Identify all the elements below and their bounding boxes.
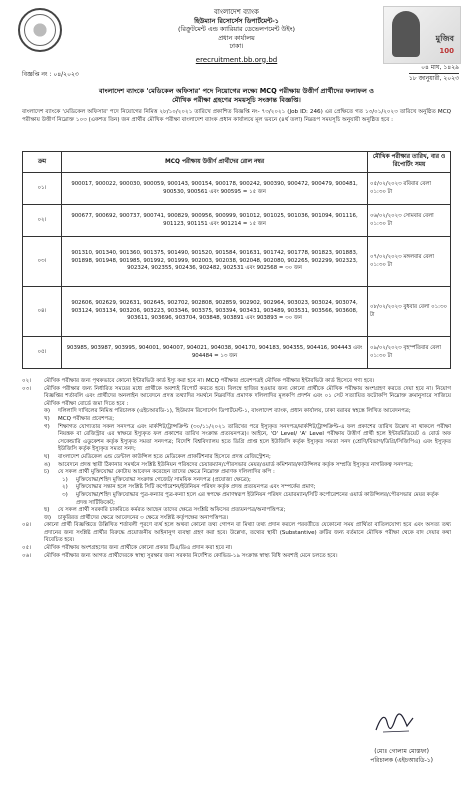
note-item [22,378,451,386]
item-text: দলিলাদি দাখিলের নিমিত্ত পরিচালক (এইচআরডি-১), হিউম্যান রিসোর্সেস ডিপার্টমেন্ট-১, বাংলাদেশ ব্যাংক, প্রধান কার্যালয়, ঢাকা বরাবর স্বহস্তে লিখিত আবেদনপত্র; [58,408,411,415]
table-row [23,205,451,237]
row-rolls: 900017, 900022, 900030, 900059, 900143, 900154, 900178, 900242, 900390, 900472, 900479, 900481, 900530, 900561 এবং 900595 = ১৫ জন [62,173,368,205]
notice-title [22,87,451,105]
english-date: ১৮ জানুয়ারী, ২০২৩ [408,75,459,82]
note-number: ০৪। [22,522,32,529]
signatory-title: পরিচালক (এইচআরডি-১) [370,756,433,764]
item-text: যে সকল প্রার্থী সরকারি চাকরিতে কর্মরত আছেন তাদের ক্ষেত্রে সংশ্লিষ্ট অফিসের প্রত্যয়নপত্র/অনাপত্তিপত্র; [58,507,286,514]
table-row [23,287,451,337]
item-marker: চ) [44,469,50,476]
note-text: মৌখিক পরীক্ষার জন্য আগত প্রার্থীদেরকে স্বাস্থ্য সুরক্ষার জন্য সরকার নির্দেশিত কোভিড-১৯ সংক্রান্ত স্বাস্থ্য বিধি অবশ্যই মেনে চলতে হবে। [44,552,338,559]
letterhead [120,8,353,64]
document-list-item [22,462,451,470]
table-header-row [23,152,451,173]
signature-image [373,712,417,736]
row-schedule: ০৭/০২/২০২৩ মঙ্গলবার বেলা ০১:৩০ টা [368,237,451,287]
document-list-item [22,408,451,416]
item-marker: ঘ) [44,453,50,460]
item-marker: ক) [44,408,50,415]
row-rolls: 903985, 903987, 903995, 904001, 904007, 904021, 904038, 904170, 904183, 904355, 904416, 904443 এবং 904484 = ১৩ জন [62,337,368,369]
note-number: ০৫। [22,545,32,552]
item-text: MCQ পরীক্ষার প্রবেশপত্র; [58,415,115,422]
title-line-1: বাংলাদেশ ব্যাংকে 'মেডিকেল অফিসার' পদে নিয়োগের লক্ষ্যে MCQ পরীক্ষায় উত্তীর্ণ প্রার্থীদের ফলাফল ও [98,87,375,95]
item-marker: ২) [62,484,68,491]
row-rolls: 902606, 902629, 902631, 902645, 902702, 902808, 902859, 902902, 902964, 903023, 903024, 903074, 903124, 903134, 903206, 903223, 903346, 903375, 903394, 903431, 903489, 903531, 903566, 903608, 903611, 903696, 903704, 903848, 903891 এবং 903893 = ৩০ জন [62,287,368,337]
row-schedule: ০৯/০২/২০২৩ বৃহস্পতিবার বেলা ০১:৩০ টা [368,337,451,369]
signatory-block [370,748,433,765]
date-block [409,64,459,83]
row-serial: ০৫। [23,337,62,369]
signatory-name: (মোঃ গোলাম মোস্তফা) [374,748,430,755]
row-serial: ০১। [23,173,62,205]
freedom-fighter-document-item [22,492,451,507]
row-schedule: ০৮/০২/২০২৩ বুধবার বেলা ০১:৩০ টা [368,287,451,337]
bangla-date: ০৪ মাঘ, ১৪২৯ [421,64,459,71]
roll-number-table [22,151,451,369]
table-row [23,237,451,287]
mujib-100-portrait-image [383,6,461,64]
item-text: চাকুরিরত প্রার্থীদের ক্ষেত্রে আবেদনের ৩ ক্ষেত্রে সংশ্লিষ্ট কর্তৃপক্ষের অনাপত্তিপত্র। [58,514,229,521]
note-text: মৌখিক পরীক্ষার জন্য পৃথকভাবে কোনো ইন্টারভিউ কার্ড ইস্যু করা হবে না। MCQ পরীক্ষার প্রবেশপত্রই মৌখিক পরীক্ষার ইন্টারভিউ কার্ড হিসেবে গণ্য হবে। [44,378,375,384]
item-marker: ছ) [44,507,50,514]
row-serial: ০৩। [23,237,62,287]
note-number: ০৬। [22,552,32,559]
row-serial: ০২। [23,205,62,237]
header-rolls: MCQ পরীক্ষায় উত্তীর্ণ প্রার্থীদের রোল নম্বর [62,152,368,173]
item-text: আবেদনে প্রদত্ত স্থায়ী ঠিকানার সমর্থনে সংশ্লিষ্ট ইউনিয়ন পরিষদের চেয়ারম্যান/পৌরসভার মেয়র/ওয়ার্ড কমিশনার/কাউন্সিলর কর্তৃক সম্প্রতি ইস্যুকৃত নাগরিকত্ব সনদপত্র; [58,461,413,468]
table-row [23,173,451,205]
note-number: ০২। [22,378,32,384]
header-schedule: মৌখিক পরীক্ষার তারিখ, বার ও রিপোর্টিং সময় [368,152,451,173]
portrait-label: মুজিব [435,34,454,43]
portrait-number: 100 [439,47,454,55]
note-item [22,545,451,553]
item-marker: গ) [44,423,50,430]
document-list-item [22,424,451,454]
note-text: কোনো প্রার্থী বিজ্ঞপ্তিতে উল্লিখিত শর্তাবলী পূরণে ব্যর্থ হলে অথবা কোনো তথ্য গোপন বা মিথ্যা তথ্য প্রদান করলে পরবর্তীতে যেকোনো সময় প্রার্থিতা বাতিলযোগ্য হবে এবং অসত্য তথ্য প্রদানের জন্য সংশ্লিষ্ট প্রার্থীর বিরুদ্ধে প্রয়োজনীয় আইনানুগ ব্যবস্থা গ্রহণ করা হবে। উল্লেখ্য, তথ্যের স্থায়ী (Substantive) ক্রটির জন্য বর্তমানে মৌখিক পরীক্ষা থেকে বাদ দেয়ার কথা বিবেচিত হবে। [44,522,451,544]
department-name: হিউম্যান রিসোর্সেস ডিপার্টমেন্ট-১ [194,16,279,25]
bank-logo [18,8,62,52]
note-item [22,522,451,545]
title-line-2: মৌখিক পরীক্ষা গ্রহণের সময়সূচি সংক্রান্ত বিজ্ঞপ্তি। [172,96,301,104]
row-serial: ০৪। [23,287,62,337]
item-marker: ৩) [62,491,68,498]
item-text: শিক্ষাগত যোগ্যতার সকল সনদপত্র এবং মার্কশিট/ট্রান্সক্রিপ্ট (৩০/১১/২০২১ তারিখের পরে ইস্যুকৃত সনদপত্র/মার্কশিট/ট্রান্সক্রিপ্ট-এ ফল প্রকাশের তারিখ উল্লেখ না থাকলে পরীক্ষা নিয়ন্ত্রক বা রেজিস্ট্রার এর স্বাক্ষরে ইস্যুকৃত ফল প্রকাশের তারিখ সংক্রান্ত প্রত্যয়নপত্র)। আইনে, 'O' Level/ 'A' Level পরীক্ষায় উত্তীর্ণ প্রার্থী হলে ইন্টারমিডিয়েট ও বোর্ড অফ সেকেন্ডারি এডুকেশন কর্তৃক ইস্যুকৃত সমতা সনদপত্র; বিদেশি বিশ্ববিদ্যালয় হতে ডিগ্রি প্রাপ্ত হলে ইউজিসি কর্তৃক ইস্যুকৃত সমতা সনদ (শ্রেণি/বিভাগ/ডিগ্রি/সিজিপিএ) এবং ইস্যুকৃত ইউজিসি কর্তৃক ইস্যুকৃত সমতা সনদ; [58,423,451,453]
note-item [22,553,451,561]
item-marker: ঙ) [44,461,51,468]
row-schedule: ০৫/০২/২০২৩ রবিবার বেলা ০১:৩০ টা [368,173,451,205]
item-marker: খ) [44,415,50,422]
item-text: মুক্তিযোদ্ধার সন্তান হলে সংশ্লিষ্ট সিটি কর্পোরেশন/ইউনিয়ন পরিষদ কর্তৃক প্রদত্ত প্রত্যয়নপত্র এবং সম্পর্কের প্রমাণ; [76,484,316,491]
note-text: মৌখিক পরীক্ষার জন্য নির্ধারিত সময়ের মধ্যে প্রার্থীকে অবশ্যই রিপোর্ট করতে হবে। বিলম্বে হাজির হওয়ার জন্য কোনো প্রার্থীকে মৌখিক পরীক্ষায় অংশগ্রহণ করতে দেয়া হবে না। নিয়োগ বিজ্ঞপ্তির শর্তাবলি এবং প্রার্থীদের অনলাইন আবেদনে প্রদত্ত তথ্যাদির সমর্থনে নিম্নবর্ণিত প্রমাণক দলিলাদির মূলকপি প্রদর্শন এবং ০১ সেট সত্যায়িত ফটোকপি নিম্নোক্ত ক্রমানুসারে সাজিয়ে মৌখিক পরীক্ষা বোর্ডে জমা দিতে হবে : [44,385,451,407]
note-number: ০৩। [22,385,32,392]
header-serial: ক্রম [23,152,62,173]
item-text: যে সকল প্রার্থী মুক্তিযোদ্ধা কোটায় আবেদন করেছেন তাদের ক্ষেত্রে নিম্নোক্ত প্রমাণক দলিলাদির কপি : [58,469,275,476]
note-item [22,386,451,409]
document-list-item [22,454,451,462]
item-text: মুক্তিযোদ্ধা/শহিদ মুক্তিযোদ্ধা সংক্রান্ত গেজেট/ সাময়িক সনদপত্র (প্রযোজ্য ক্ষেত্রে); [76,476,251,483]
item-marker: জ) [44,514,52,521]
recruitment-website-link[interactable]: erecruitment.bb.org.bd [195,55,278,64]
division-name: (রিক্রুটমেন্ট এন্ড ক্যারিয়ার ডেভেলপমেন্ট উইং) [178,25,295,33]
item-text: মুক্তিযোদ্ধা/শহিদ মুক্তিযোদ্ধার পুত্র-কন্যার পুত্র-কন্যা হলে এর স্বপক্ষে প্রমাণস্বরূপ ইউনিয়ন পরিষদ চেয়ারম্যান/সিটি কর্পোরেশনের ওয়ার্ড কাউন্সিলর/পৌরসভার মেয়র কর্তৃক প্রদত্ত সার্টিফিকেট; [76,491,439,506]
row-rolls: 900677, 900692, 900737, 900741, 900829, 900956, 900999, 901012, 901025, 901036, 901094, 901116, 901123, 901151 এবং 901214 = ১৫ জন [62,205,368,237]
row-rolls: 901310, 901340, 901360, 901375, 901490, 901520, 901584, 901631, 901742, 901778, 901823, 901883, 901898, 901948, 901985, 901992, 901999, 902003, 902038, 902048, 902080, 902265, 902299, 902323, 902324, 902355, 902436, 902482, 902531 এবং 902568 = ৩০ জন [62,237,368,287]
office-name: প্রধান কার্যালয় [218,33,255,42]
document-list-item [22,507,451,515]
instructions-section [22,378,451,560]
document-list-item [22,416,451,424]
document-list-item [22,469,451,477]
intro-paragraph: বাংলাদেশ ব্যাংকে 'মেডিকেল অফিসার' পদে নিয়োগের নিমিত্ত ২৮/১০/২০২১ তারিখে প্রকাশিত বিজ্ঞপ্তি নং- ৭৩/২০২১ (Job ID: 246) এর প্রেক্ষিতে গত ১৩/০১/২০২৩ তারিখে অনুষ্ঠিত MCQ পরীক্ষায় উত্তীর্ণ নিম্নোক্ত ১০৩ (একশত তিন) জন প্রার্থীর মৌখিক পরীক্ষা বাংলাদেশ ব্যাংক প্রধান কার্যালয়ে মূল ভবনে (৪র্থ তলা) নিম্নরূপ সময়সূচি অনুযায়ী অনুষ্ঠিত হবে : [22,109,451,123]
item-marker: ১) [62,476,68,483]
city-name: ঢাকা। [229,42,244,50]
note-text: মৌখিক পরীক্ষায় অংশগ্রহণের জন্য প্রার্থীকে কোনো প্রকার টিএ/ডিএ প্রদান করা হবে না। [44,545,233,552]
table-row [23,337,451,369]
freedom-fighter-document-item [22,484,451,492]
item-text: বাংলাদেশ মেডিকেল এন্ড ডেন্টাল কাউন্সিল হতে মেডিকেল প্রাকটিশনার হিসেবে প্রদত্ত রেজিস্ট্রেশন; [58,453,271,460]
row-schedule: ০৬/০২/২০২৩ সোমবার বেলা ০১:৩০ টা [368,205,451,237]
reference-number: বিজ্ঞপ্তি নং : ০৪/২০২৩ [22,71,79,78]
bank-name: বাংলাদেশ ব্যাংক [214,8,259,16]
